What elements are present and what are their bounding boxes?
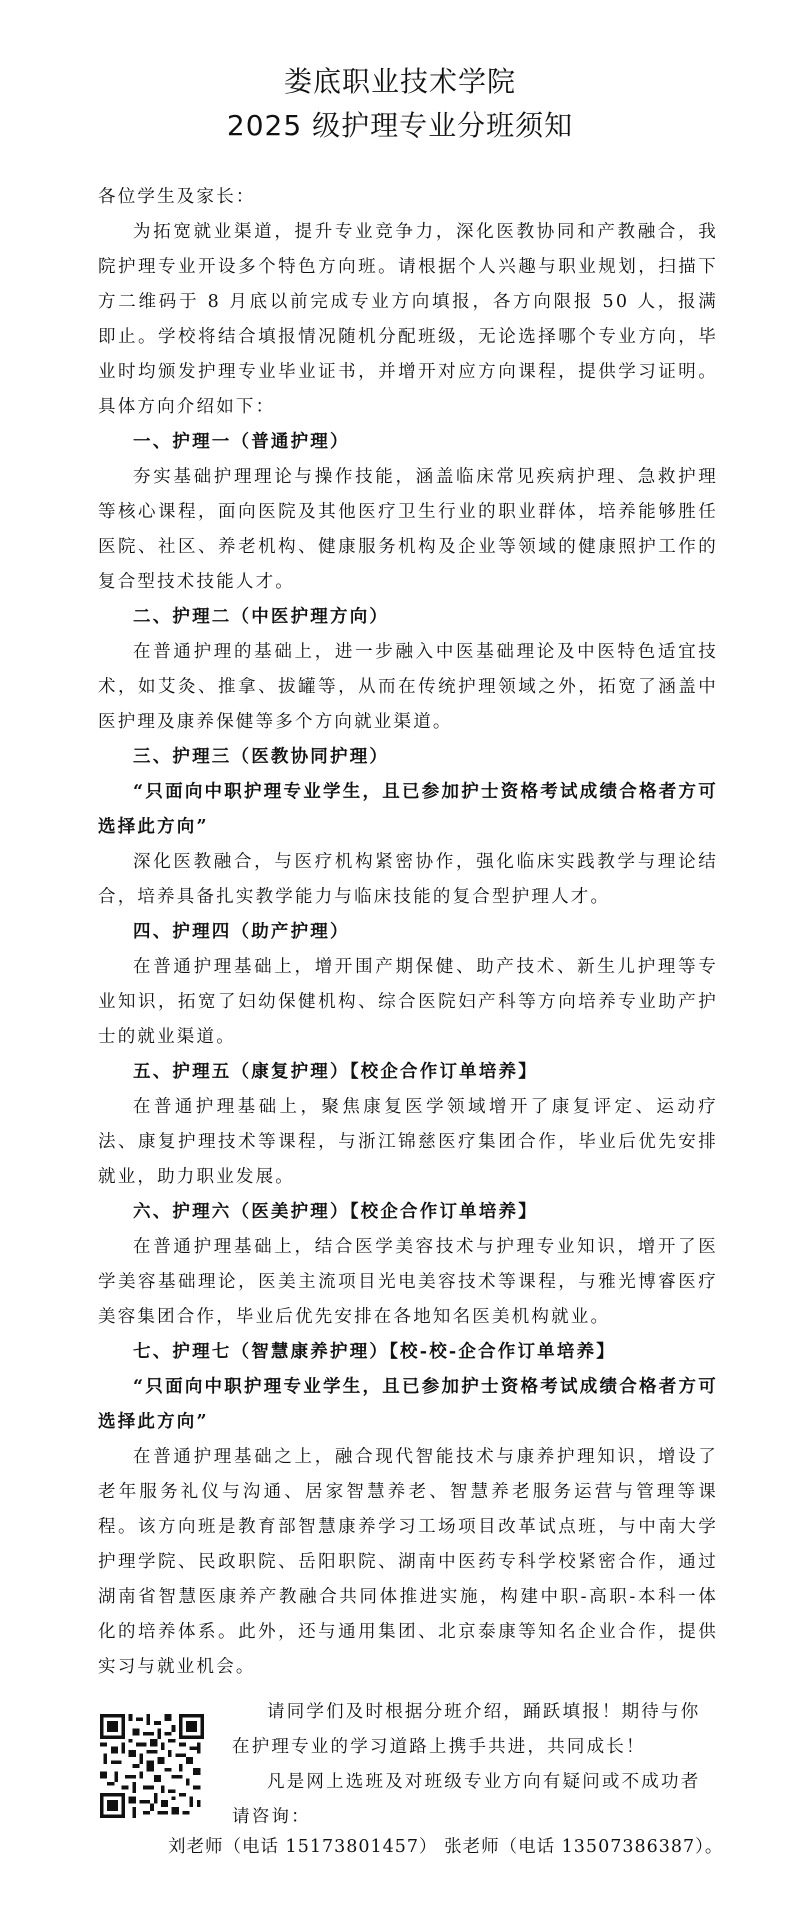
salutation: 各位学生及家长： [98, 187, 256, 207]
section-3-text: 深化医教融合，与医疗机构紧密协作，强化临床实践教学与理论结合，培养具备扎实教学能力与临床技能的复合型护理人才。 [98, 852, 718, 907]
closing-consult-note: 凡是网上选班及对班级专业方向有疑问或不成功者请咨询： [232, 1772, 701, 1827]
section-7-heading: 七、护理七（智慧康养护理）【校-校-企合作订单培养】 [133, 1342, 616, 1362]
section-4-heading: 四、护理四（助产护理） [133, 922, 350, 942]
section-2-text: 在普通护理的基础上，进一步融入中医基础理论及中医特色适宜技术，如艾灸、推拿、拔罐等，从而在传统护理领域之外，拓宽了涵盖中医护理及康养保健等多个方向就业渠道。 [98, 642, 718, 732]
section-7-requirement: “只面向中职护理专业学生，且已参加护士资格考试成绩合格者方可选择此方向” [98, 1377, 718, 1432]
section-6-text: 在普通护理基础上，结合医学美容技术与护理专业知识，增开了医学美容基础理论，医美主流项目光电美容技术等课程，与雅光博睿医疗美容集团合作，毕业后优先安排在各地知名医美机构就业。 [98, 1237, 718, 1327]
section-6-heading: 六、护理六（医美护理）【校企合作订单培养】 [133, 1202, 538, 1222]
closing-encouragement: 请同学们及时根据分班介绍，踊跃填报！期待与你在护理专业的学习道路上携手共进，共同成长！ [232, 1702, 701, 1757]
contact-line: 刘老师（电话 15173801457） 张老师（电话 13507386387）。 [168, 1837, 724, 1857]
intro-paragraph: 为拓宽就业渠道，提升专业竞争力，深化医教协同和产教融合，我院护理专业开设多个特色方向班。请根据个人兴趣与职业规划，扫描下方二维码于 8 月底以前完成专业方向填报，各方向限报 50 人，报满即止。学校将结合填报情况随机分配班级，无论选择哪个专业方向，毕业时均颁发护理专业毕业证书，并增开对应方向课程，提供学习证明。具体方向介绍如下： [98, 222, 718, 417]
section-2-heading: 二、护理二（中医护理方向） [133, 607, 390, 627]
qr-code-icon[interactable] [100, 1714, 204, 1818]
page-title: 娄底职业技术学院 [283, 65, 516, 98]
section-7-text: 在普通护理基础之上，融合现代智能技术与康养护理知识，增设了老年服务礼仪与沟通、居家智慧养老、智慧养老服务运营与管理等课程。该方向班是教育部智慧康养学习工场项目改革试点班，与中南大学护理学院、民政职院、岳阳职院、湖南中医药专科学校紧密合作，通过湖南省智慧医康养产教融合共同体推进实施，构建中职-高职-本科一体化的培养体系。此外，还与通用集团、北京泰康等知名企业合作，提供实习与就业机会。 [98, 1447, 718, 1677]
page-subtitle: 2025 级护理专业分班须知 [226, 109, 574, 142]
section-3-heading: 三、护理三（医教协同护理） [133, 747, 390, 767]
section-3-requirement: “只面向中职护理专业学生，且已参加护士资格考试成绩合格者方可选择此方向” [98, 782, 718, 837]
section-4-text: 在普通护理基础上，增开围产期保健、助产技术、新生儿护理等专业知识，拓宽了妇幼保健机构、综合医院妇产科等方向培养专业助产护士的就业渠道。 [98, 957, 718, 1047]
closing-block [232, 1695, 712, 1835]
section-5-text: 在普通护理基础上，聚焦康复医学领域增开了康复评定、运动疗法、康复护理技术等课程，与浙江锦慈医疗集团合作，毕业后优先安排就业，助力职业发展。 [98, 1097, 718, 1187]
section-1-heading: 一、护理一（普通护理） [133, 432, 350, 452]
notice-body [98, 180, 718, 1685]
section-1-text: 夯实基础护理理论与操作技能，涵盖临床常见疾病护理、急救护理等核心课程，面向医院及其他医疗卫生行业的职业群体，培养能够胜任医院、社区、养老机构、健康服务机构及企业等领域的健康照护工作的复合型技术技能人才。 [98, 467, 718, 592]
section-5-heading: 五、护理五（康复护理）【校企合作订单培养】 [133, 1062, 538, 1082]
